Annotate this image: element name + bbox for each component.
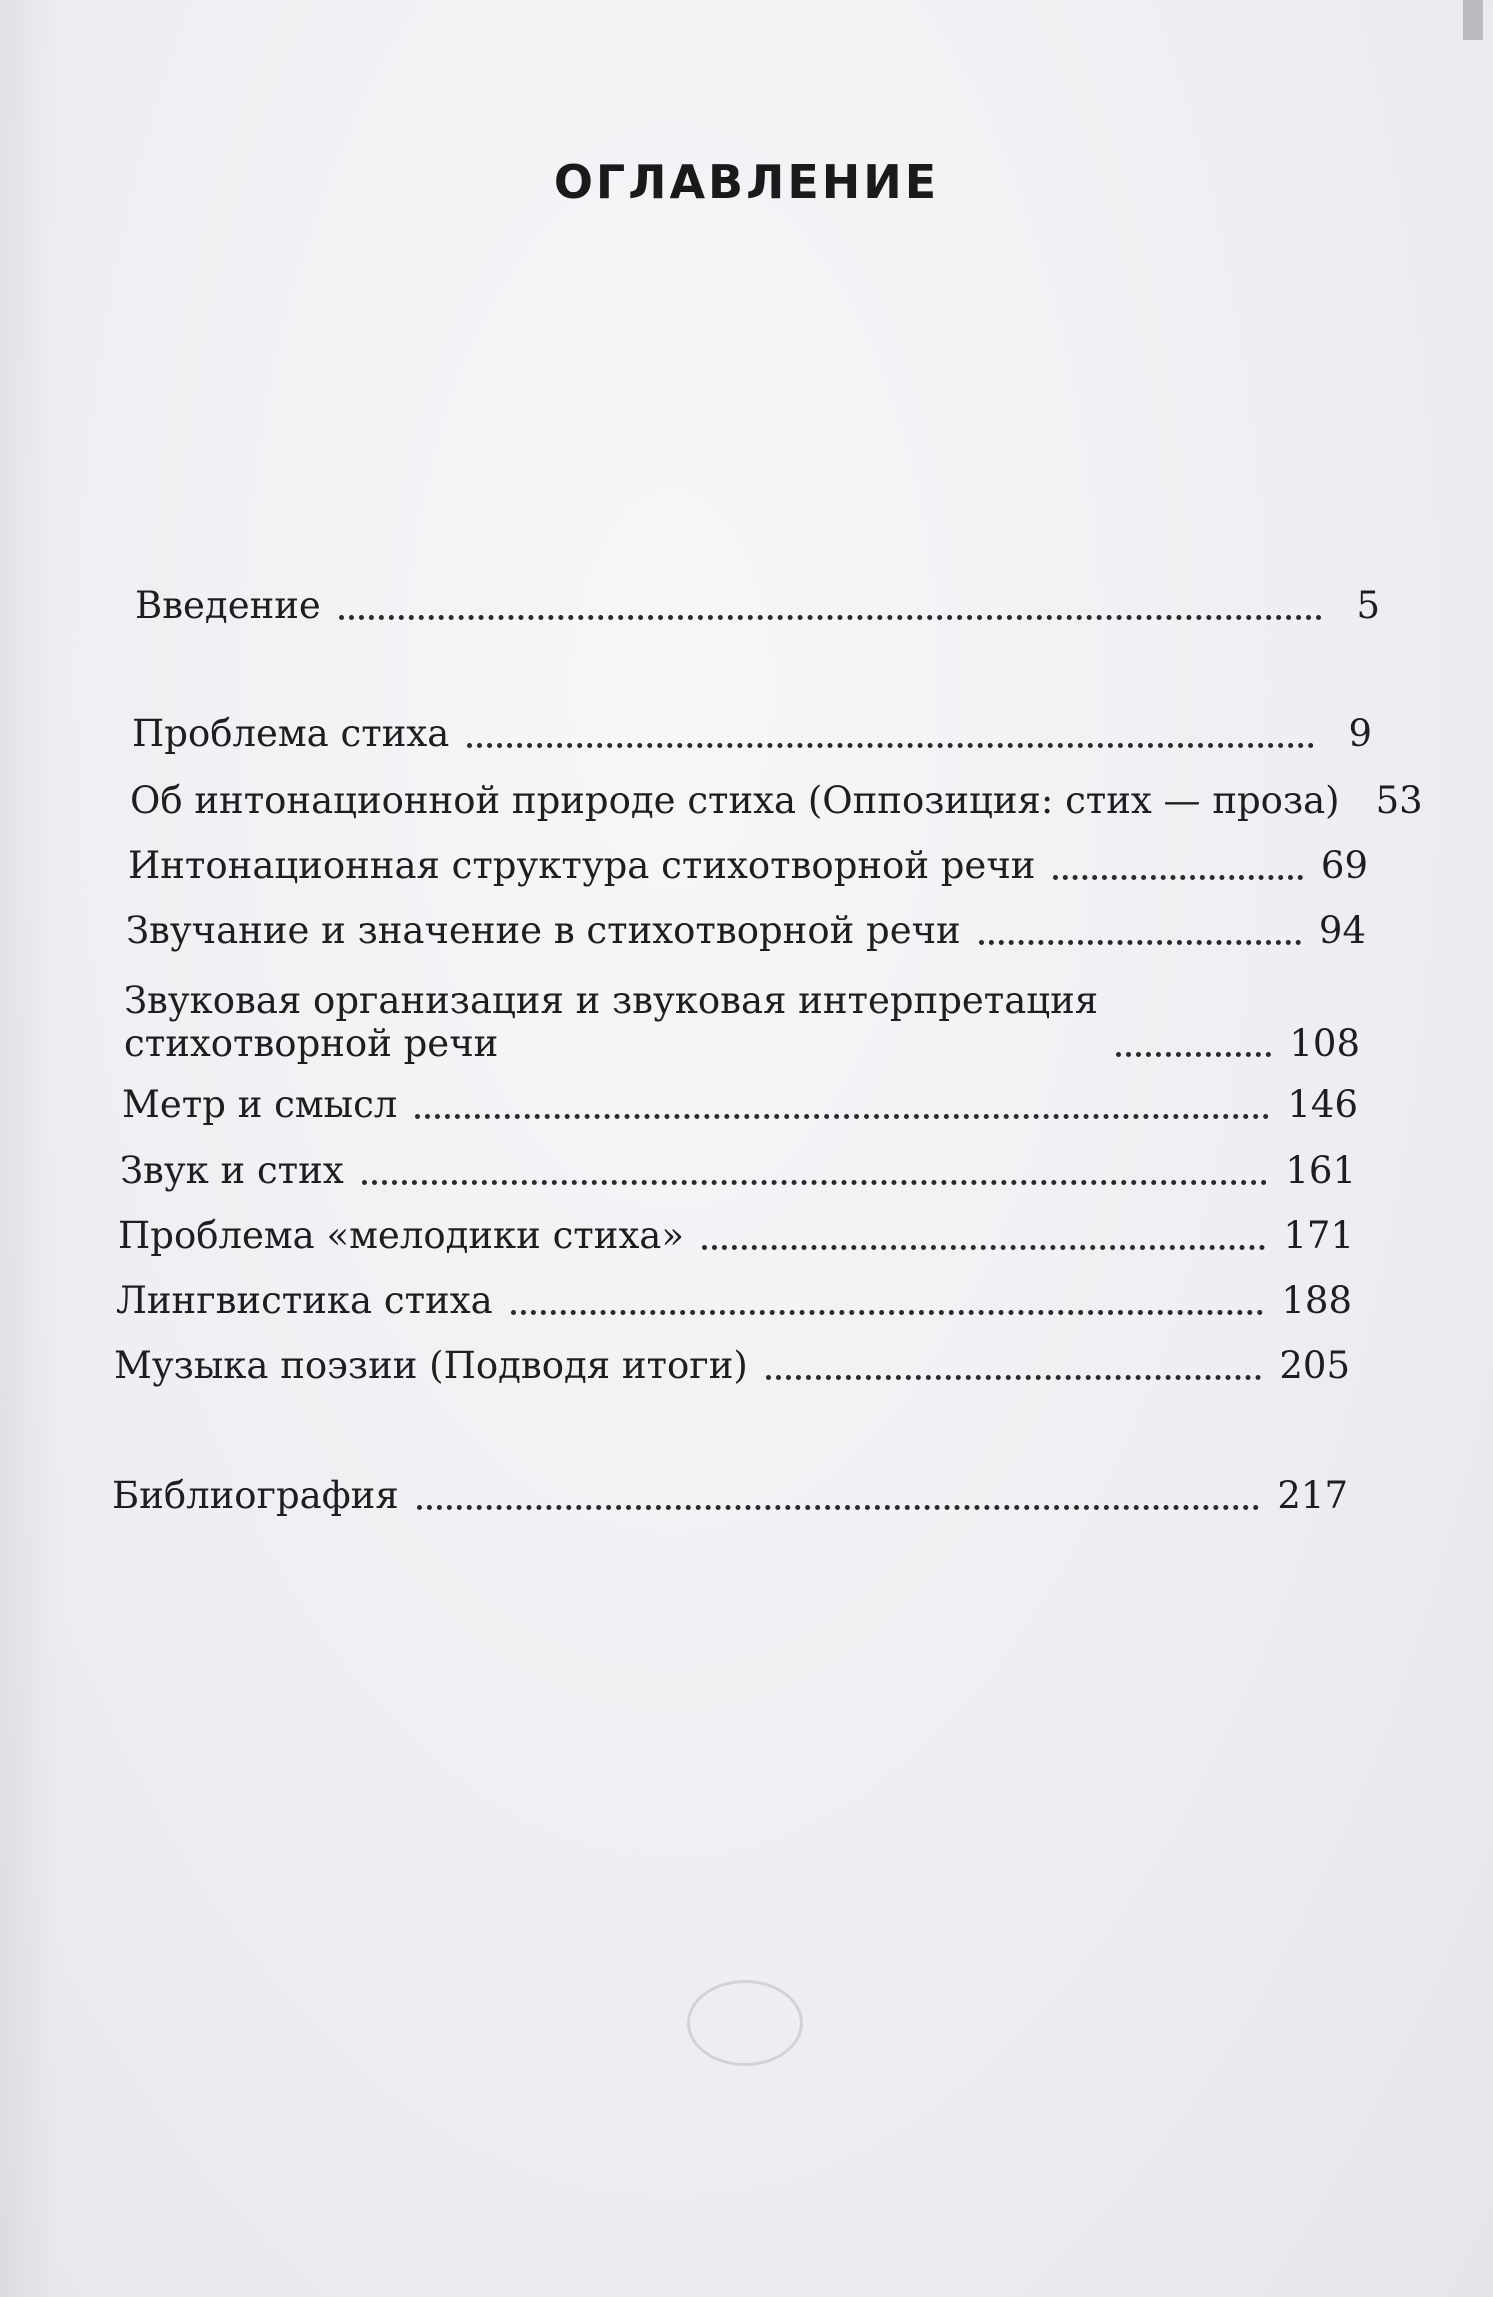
toc-entry-page: 94 xyxy=(1318,909,1366,952)
toc-entry-page: 146 xyxy=(1287,1083,1358,1126)
toc-entry-label: Библиография xyxy=(112,1474,399,1517)
toc-entry-page: 217 xyxy=(1277,1474,1348,1517)
toc-entry-page: 108 xyxy=(1289,1021,1360,1065)
toc-entry-label: Звук и стих xyxy=(120,1149,344,1192)
toc-entry[interactable] xyxy=(120,1150,1356,1193)
toc-entry[interactable] xyxy=(122,1084,1358,1127)
toc-entry[interactable] xyxy=(116,1280,1352,1323)
toc-entry-page: 9 xyxy=(1348,712,1372,755)
toc-entry-label: Звуковая организация и звуковая интерпретация xyxy=(124,979,1099,1022)
dot-leader xyxy=(979,940,1301,945)
toc-entry-page: 171 xyxy=(1283,1214,1354,1257)
toc-entry-label: Музыка поэзии (Подводя итоги) xyxy=(114,1344,748,1387)
toc-entry[interactable] xyxy=(130,779,1423,823)
toc-entry[interactable] xyxy=(124,980,1360,1065)
toc-entry[interactable] xyxy=(126,910,1366,953)
toc-entry[interactable] xyxy=(135,585,1380,628)
toc-entry-page: 161 xyxy=(1285,1149,1356,1192)
dot-leader xyxy=(467,743,1314,748)
toc-entry-page: 5 xyxy=(1356,584,1380,627)
toc-entry-label-line2: стихотворной речи xyxy=(124,1021,499,1065)
dot-leader xyxy=(417,1505,1260,1510)
toc-entry-page: 188 xyxy=(1281,1279,1352,1322)
toc-entry-label: Введение xyxy=(135,584,321,627)
dot-leader xyxy=(766,1375,1262,1380)
toc-entry-page: 53 xyxy=(1375,779,1423,822)
dot-leader xyxy=(362,1180,1268,1185)
toc-entry-label-wrap xyxy=(124,980,1098,1065)
toc-entry-label: Интонационная структура стихотворной речи xyxy=(128,844,1036,887)
page-title: ОГЛАВЛЕНИЕ xyxy=(553,155,940,209)
toc-entry[interactable] xyxy=(128,845,1368,888)
toc-entry-label: Метр и смысл xyxy=(122,1083,398,1126)
toc-entry-label: Об интонационной природе стиха (Оппозиция: стих — проза) xyxy=(130,779,1340,822)
toc-entry-label: Проблема «мелодики стиха» xyxy=(118,1214,685,1257)
toc-entry[interactable] xyxy=(114,1345,1350,1388)
toc-entry-label: Звучание и значение в стихотворной речи xyxy=(126,909,961,952)
toc-entry[interactable] xyxy=(132,713,1372,756)
dot-leader xyxy=(511,1310,1264,1315)
toc-entry[interactable] xyxy=(118,1215,1354,1258)
dot-leader xyxy=(339,615,1322,620)
dot-leader xyxy=(1116,1052,1271,1057)
toc-entry[interactable] xyxy=(112,1475,1348,1518)
toc-entry-page: 69 xyxy=(1320,844,1368,887)
dot-leader xyxy=(415,1114,1269,1119)
toc-entry-page: 205 xyxy=(1279,1344,1350,1387)
toc-entry-label: Лингвистика стиха xyxy=(116,1279,493,1322)
dot-leader xyxy=(1053,875,1302,880)
toc-entry-label: Проблема стиха xyxy=(132,712,450,755)
dot-leader xyxy=(702,1245,1265,1250)
